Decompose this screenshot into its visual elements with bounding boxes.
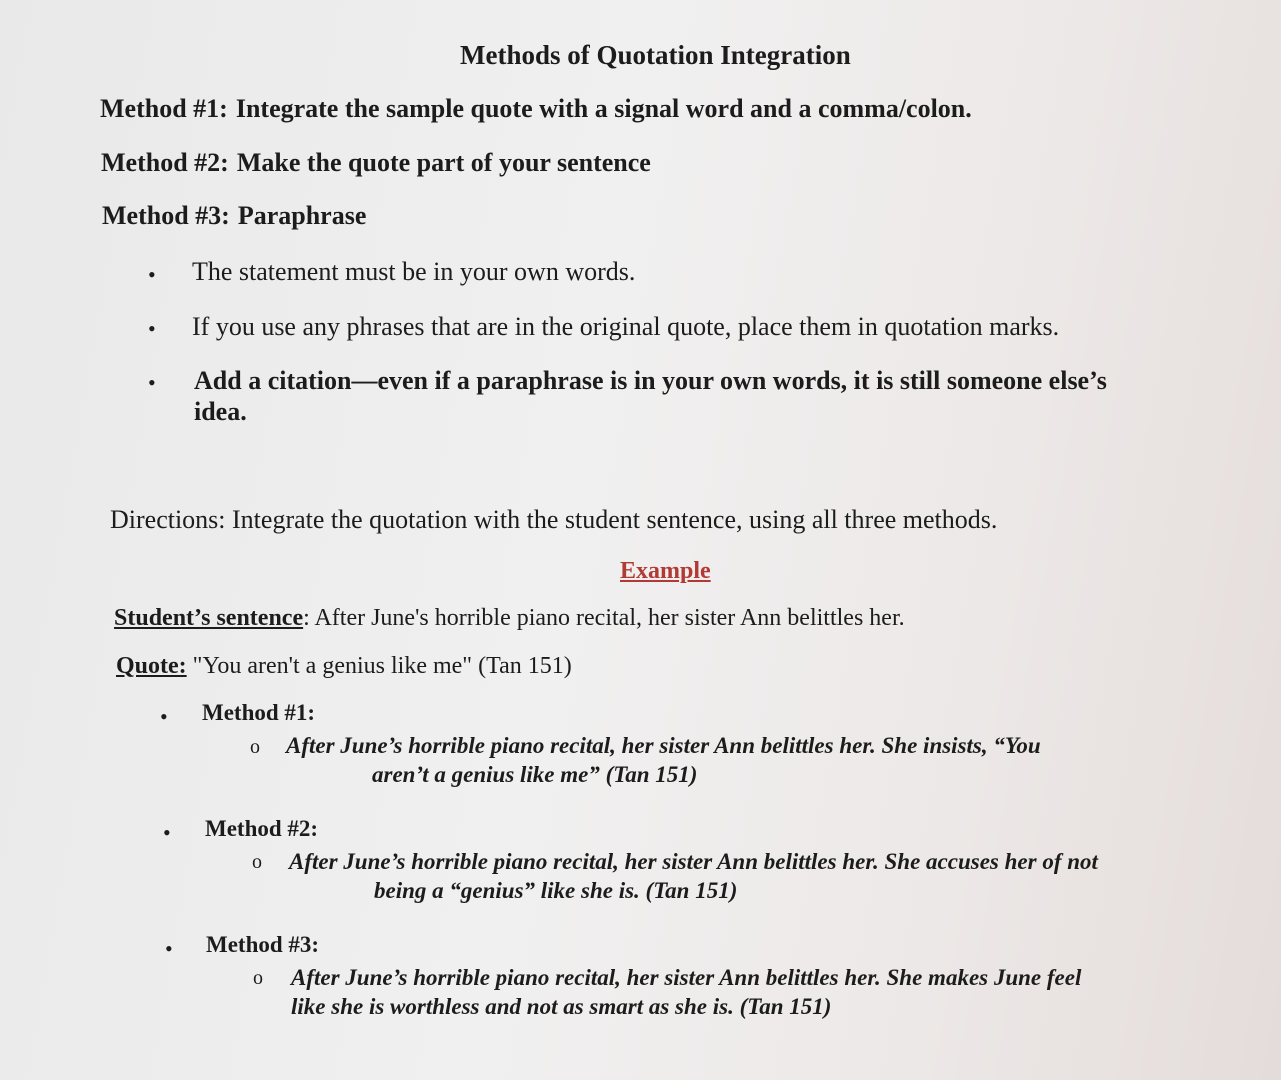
example-method-1-line1: After June’s horrible piano recital, her sister Ann belittles her. She insists, “You — [286, 733, 1041, 758]
student-sentence-text: : After June's horrible piano recital, her sister Ann belittles her. — [303, 605, 905, 631]
paraphrase-point-continued: idea. — [194, 397, 247, 426]
quote-text: "You aren't a genius like me" (Tan 151) — [186, 653, 572, 679]
method-1-line — [100, 94, 972, 124]
page-title: Methods of Quotation Integration — [460, 40, 851, 70]
method-2-line — [101, 148, 651, 178]
method-3-line — [102, 201, 366, 231]
paraphrase-point: The statement must be in your own words. — [192, 257, 636, 286]
student-sentence-line — [114, 605, 905, 632]
bullet-icon: • — [148, 316, 156, 341]
example-method-3-line2: like she is worthless and not as smart as she is. (Tan 151) — [291, 994, 832, 1019]
example-method-1-label: Method #1: — [202, 700, 316, 725]
directions-text: Directions: Integrate the quotation with the student sentence, using all three methods. — [110, 505, 998, 534]
bullet-icon: • — [165, 936, 173, 961]
paraphrase-point: Add a citation—even if a paraphrase is in your own words, it is still someone else’s — [194, 366, 1107, 395]
example-method-2-label: Method #2: — [205, 816, 319, 841]
sub-bullet-icon: o — [253, 967, 263, 989]
paraphrase-point: If you use any phrases that are in the original quote, place them in quotation marks. — [192, 312, 1060, 341]
example-method-3-line1: After June’s horrible piano recital, her sister Ann belittles her. She makes June feel — [291, 965, 1082, 990]
method-3-label: Method #3: — [102, 201, 230, 230]
bullet-icon: • — [163, 820, 171, 845]
example-method-3-label: Method #3: — [206, 932, 320, 957]
bullet-icon: • — [148, 370, 156, 395]
example-heading: Example — [620, 558, 711, 584]
method-1-label: Method #1: — [100, 94, 228, 123]
method-1-text: Integrate the sample quote with a signal word and a comma/colon. — [235, 94, 972, 123]
method-2-label: Method #2: — [101, 148, 229, 177]
method-3-text: Paraphrase — [237, 201, 367, 230]
example-method-1-line2: aren’t a genius like me” (Tan 151) — [372, 762, 698, 787]
sub-bullet-icon: o — [252, 851, 262, 873]
quote-line — [116, 653, 572, 680]
example-method-2-line2: being a “genius” like she is. (Tan 151) — [374, 878, 738, 903]
method-2-text: Make the quote part of your sentence — [236, 148, 651, 177]
bullet-icon: • — [160, 704, 168, 729]
sub-bullet-icon: o — [250, 736, 260, 758]
student-sentence-label: Student’s sentence — [114, 605, 304, 631]
bullet-icon: • — [148, 262, 156, 287]
quote-label: Quote: — [116, 653, 187, 679]
example-method-2-line1: After June’s horrible piano recital, her sister Ann belittles her. She accuses her of not — [289, 849, 1098, 874]
